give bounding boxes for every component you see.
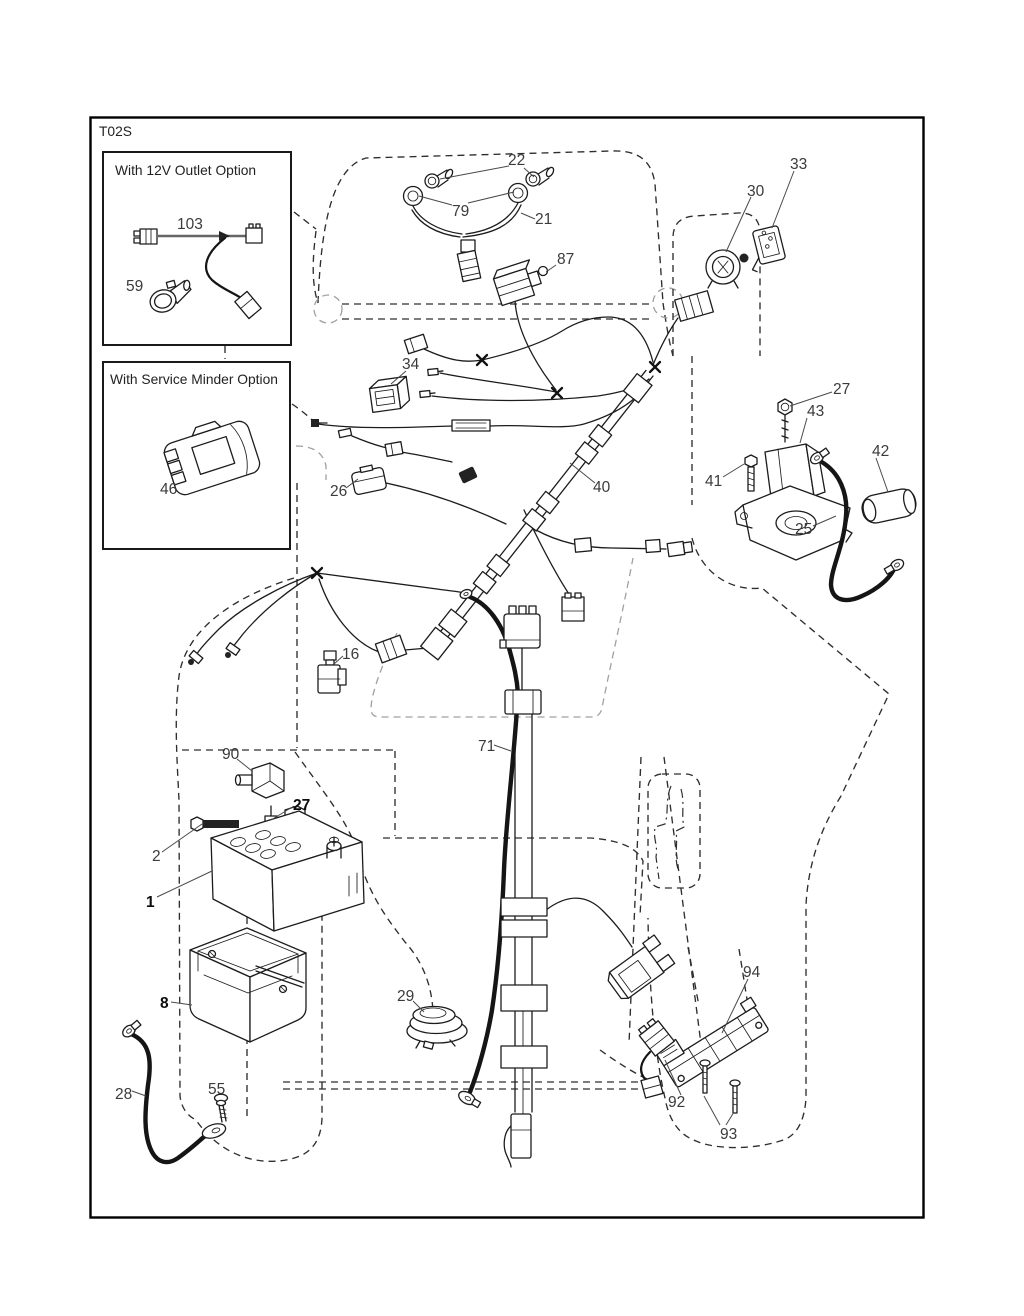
part-label-22: 22 — [508, 152, 526, 169]
part-label-30: 30 — [747, 183, 765, 200]
ignition-switch-30 — [706, 250, 749, 288]
switch-87-bulb — [539, 267, 548, 276]
small-square-connector — [562, 593, 584, 621]
battery-box-8 — [190, 928, 306, 1042]
part-label-41: 41 — [705, 473, 723, 490]
screws-93 — [700, 1060, 740, 1113]
part-label-40: 40 — [593, 479, 611, 496]
bolt-41 — [745, 455, 757, 491]
rear-bracket-connector — [602, 935, 675, 1002]
solenoid-assembly — [735, 399, 852, 560]
part-label-28: 28 — [115, 1086, 133, 1103]
switch-34 — [369, 376, 411, 412]
part-label-29: 29 — [397, 988, 415, 1005]
inset-12v-outlet — [103, 152, 291, 345]
diagram-code: T02S — [99, 124, 132, 139]
part-label-27-battery: 27 — [293, 797, 311, 814]
conduit-71 — [456, 588, 547, 1167]
part-label-92: 92 — [668, 1094, 686, 1111]
battery-1 — [211, 811, 364, 931]
part-label-42: 42 — [872, 443, 890, 460]
part-label-34: 34 — [402, 356, 420, 373]
part-label-8: 8 — [160, 995, 169, 1012]
part-label-87: 87 — [557, 251, 575, 268]
part-label-26: 26 — [330, 483, 348, 500]
nut-27 — [778, 399, 792, 415]
terminal-boot-42 — [860, 487, 919, 526]
inline-fuse — [452, 420, 490, 431]
part-label-46: 46 — [160, 481, 178, 498]
mini-plug-symbol — [311, 419, 327, 427]
battery-assembly — [191, 806, 364, 931]
bracket-90 — [236, 763, 285, 798]
part-label-103: 103 — [177, 216, 203, 233]
part-label-21: 21 — [535, 211, 553, 228]
part-label-2: 2 — [152, 848, 161, 865]
battery-bolt-2 — [191, 817, 239, 831]
part-label-79: 79 — [452, 203, 470, 220]
part-label-90: 90 — [222, 746, 240, 763]
part-label-1: 1 — [146, 894, 155, 911]
part-label-55: 55 — [208, 1081, 226, 1098]
headlight-harness — [404, 166, 556, 281]
part-label-25: 25 — [795, 521, 813, 538]
part-label-43: 43 — [807, 403, 825, 420]
inset-service-minder-title: With Service Minder Option — [110, 372, 278, 387]
part-label-94: 94 — [743, 964, 761, 981]
grommet-29 — [407, 1007, 467, 1050]
part-label-93: 93 — [720, 1126, 738, 1143]
switch-87 — [491, 259, 544, 306]
part-label-33: 33 — [790, 156, 808, 173]
fuse-holder-26 — [350, 463, 387, 495]
interlock-module-33 — [744, 225, 788, 272]
screw-55 — [215, 1094, 228, 1122]
inset-service-minder — [103, 362, 290, 549]
part-label-16: 16 — [342, 646, 360, 663]
part-label-71: 71 — [478, 738, 496, 755]
part-label-59: 59 — [126, 278, 144, 295]
part-label-27-top: 27 — [833, 381, 851, 398]
inset-12v-outlet-title: With 12V Outlet Option — [115, 163, 257, 178]
